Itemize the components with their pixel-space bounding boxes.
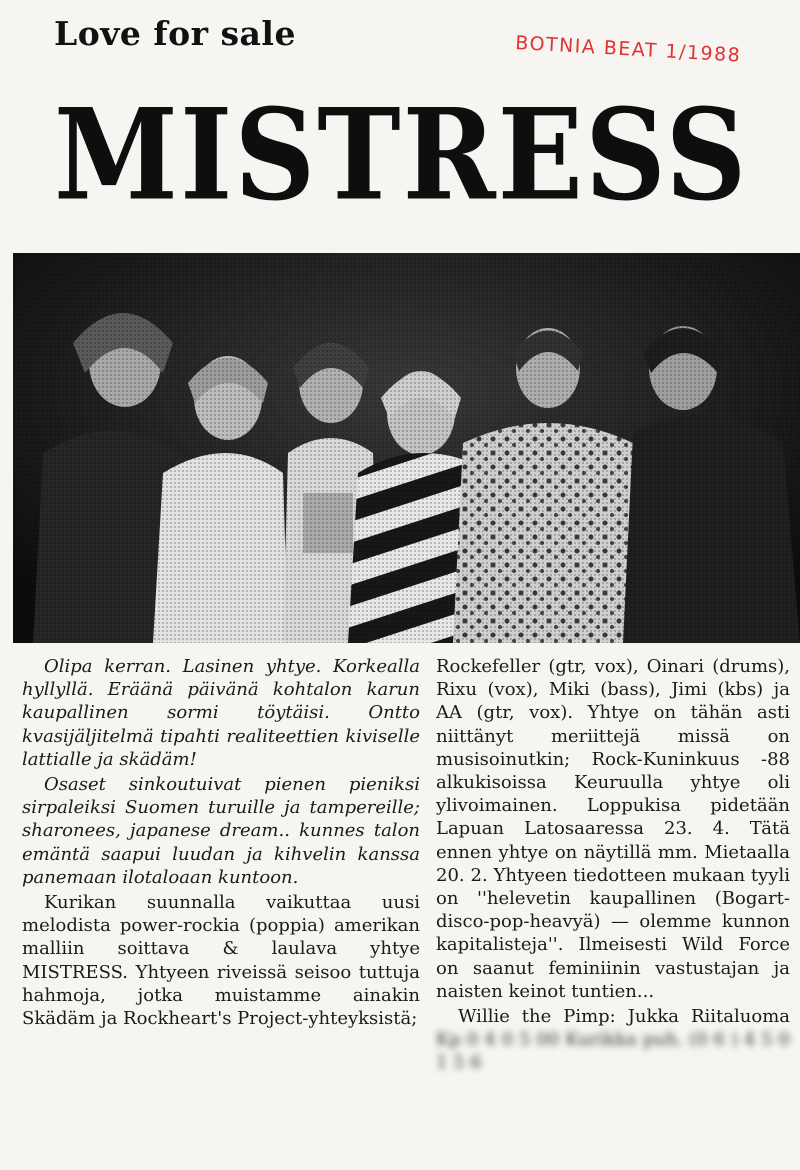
article-signature [436, 1005, 790, 1075]
article-column-right [436, 655, 790, 1077]
signature-text: Willie the Pimp: Jukka Riitaluoma [458, 1006, 790, 1028]
article-column-left [22, 655, 420, 1032]
publication-stamp: BOTNIA BEAT 1/1988 [514, 32, 742, 67]
article-paragraph: Osaset sinkoutuivat pienen pieniksi sirpaleiksi Suomen turuille ja tampereille; sharonees, japanese dream.. kunnes talon emäntä saapui luudan ja kihvelin kanssa panemaan ilotaloaan kuntoon. [22, 774, 420, 888]
band-photo [13, 253, 800, 643]
article-kicker: Love for sale [54, 14, 296, 53]
band-photo-image [13, 253, 800, 643]
article-headline: MISTRESS [54, 82, 749, 229]
article-paragraph: Rockefeller (gtr, vox), Oinari (drums), Rixu (vox), Miki (bass), Jimi (kbs) ja AA (gtr, vox). Yhtye on tähän asti niittänyt meriittejä missä on musisoinutkin; Rock-Kuninkuus -88 alkukisoissa Keuruulla yhtye oli ylivoimainen. Loppukisa pidetään Lapuan Latosaaressa 23. 4. Tätä ennen yhtye on näytillä mm. Mietaalla 20. 2. Yhtyeen tiedotteen mukaan tyyli on ''helevetin kaupallinen (Bogart-disco-pop-heavyä) — olemme kunnon kapitalisteja''. Ilmeisesti Wild Force on saanut feminiinin vastustajan ja naisten keinot tuntien... [436, 656, 790, 1002]
article-paragraph: Kurikan suunnalla vaikuttaa uusi melodista power-rockia (poppia) amerikan malliin soittava & laulava yhtye MISTRESS. Yhtyeen riveissä seisoo tuttuja hahmoja, jotka muistamme ainakin Skädäm ja Rockheart's Project-yhteyksistä; [22, 892, 420, 1030]
redacted-contact: Kp 0 4 0 5 00 Kurikka puh. (0 6 ) 4 5 0 1 5 6 [436, 1029, 790, 1074]
article-paragraph: Olipa kerran. Lasinen yhtye. Korkealla hyllyllä. Eräänä päivänä kohtalon karun kaupallinen sormi töytäisi. Ontto kvasijäljitelmä tipahti realiteettien kiviselle lattialle ja skädäm! [22, 656, 420, 770]
